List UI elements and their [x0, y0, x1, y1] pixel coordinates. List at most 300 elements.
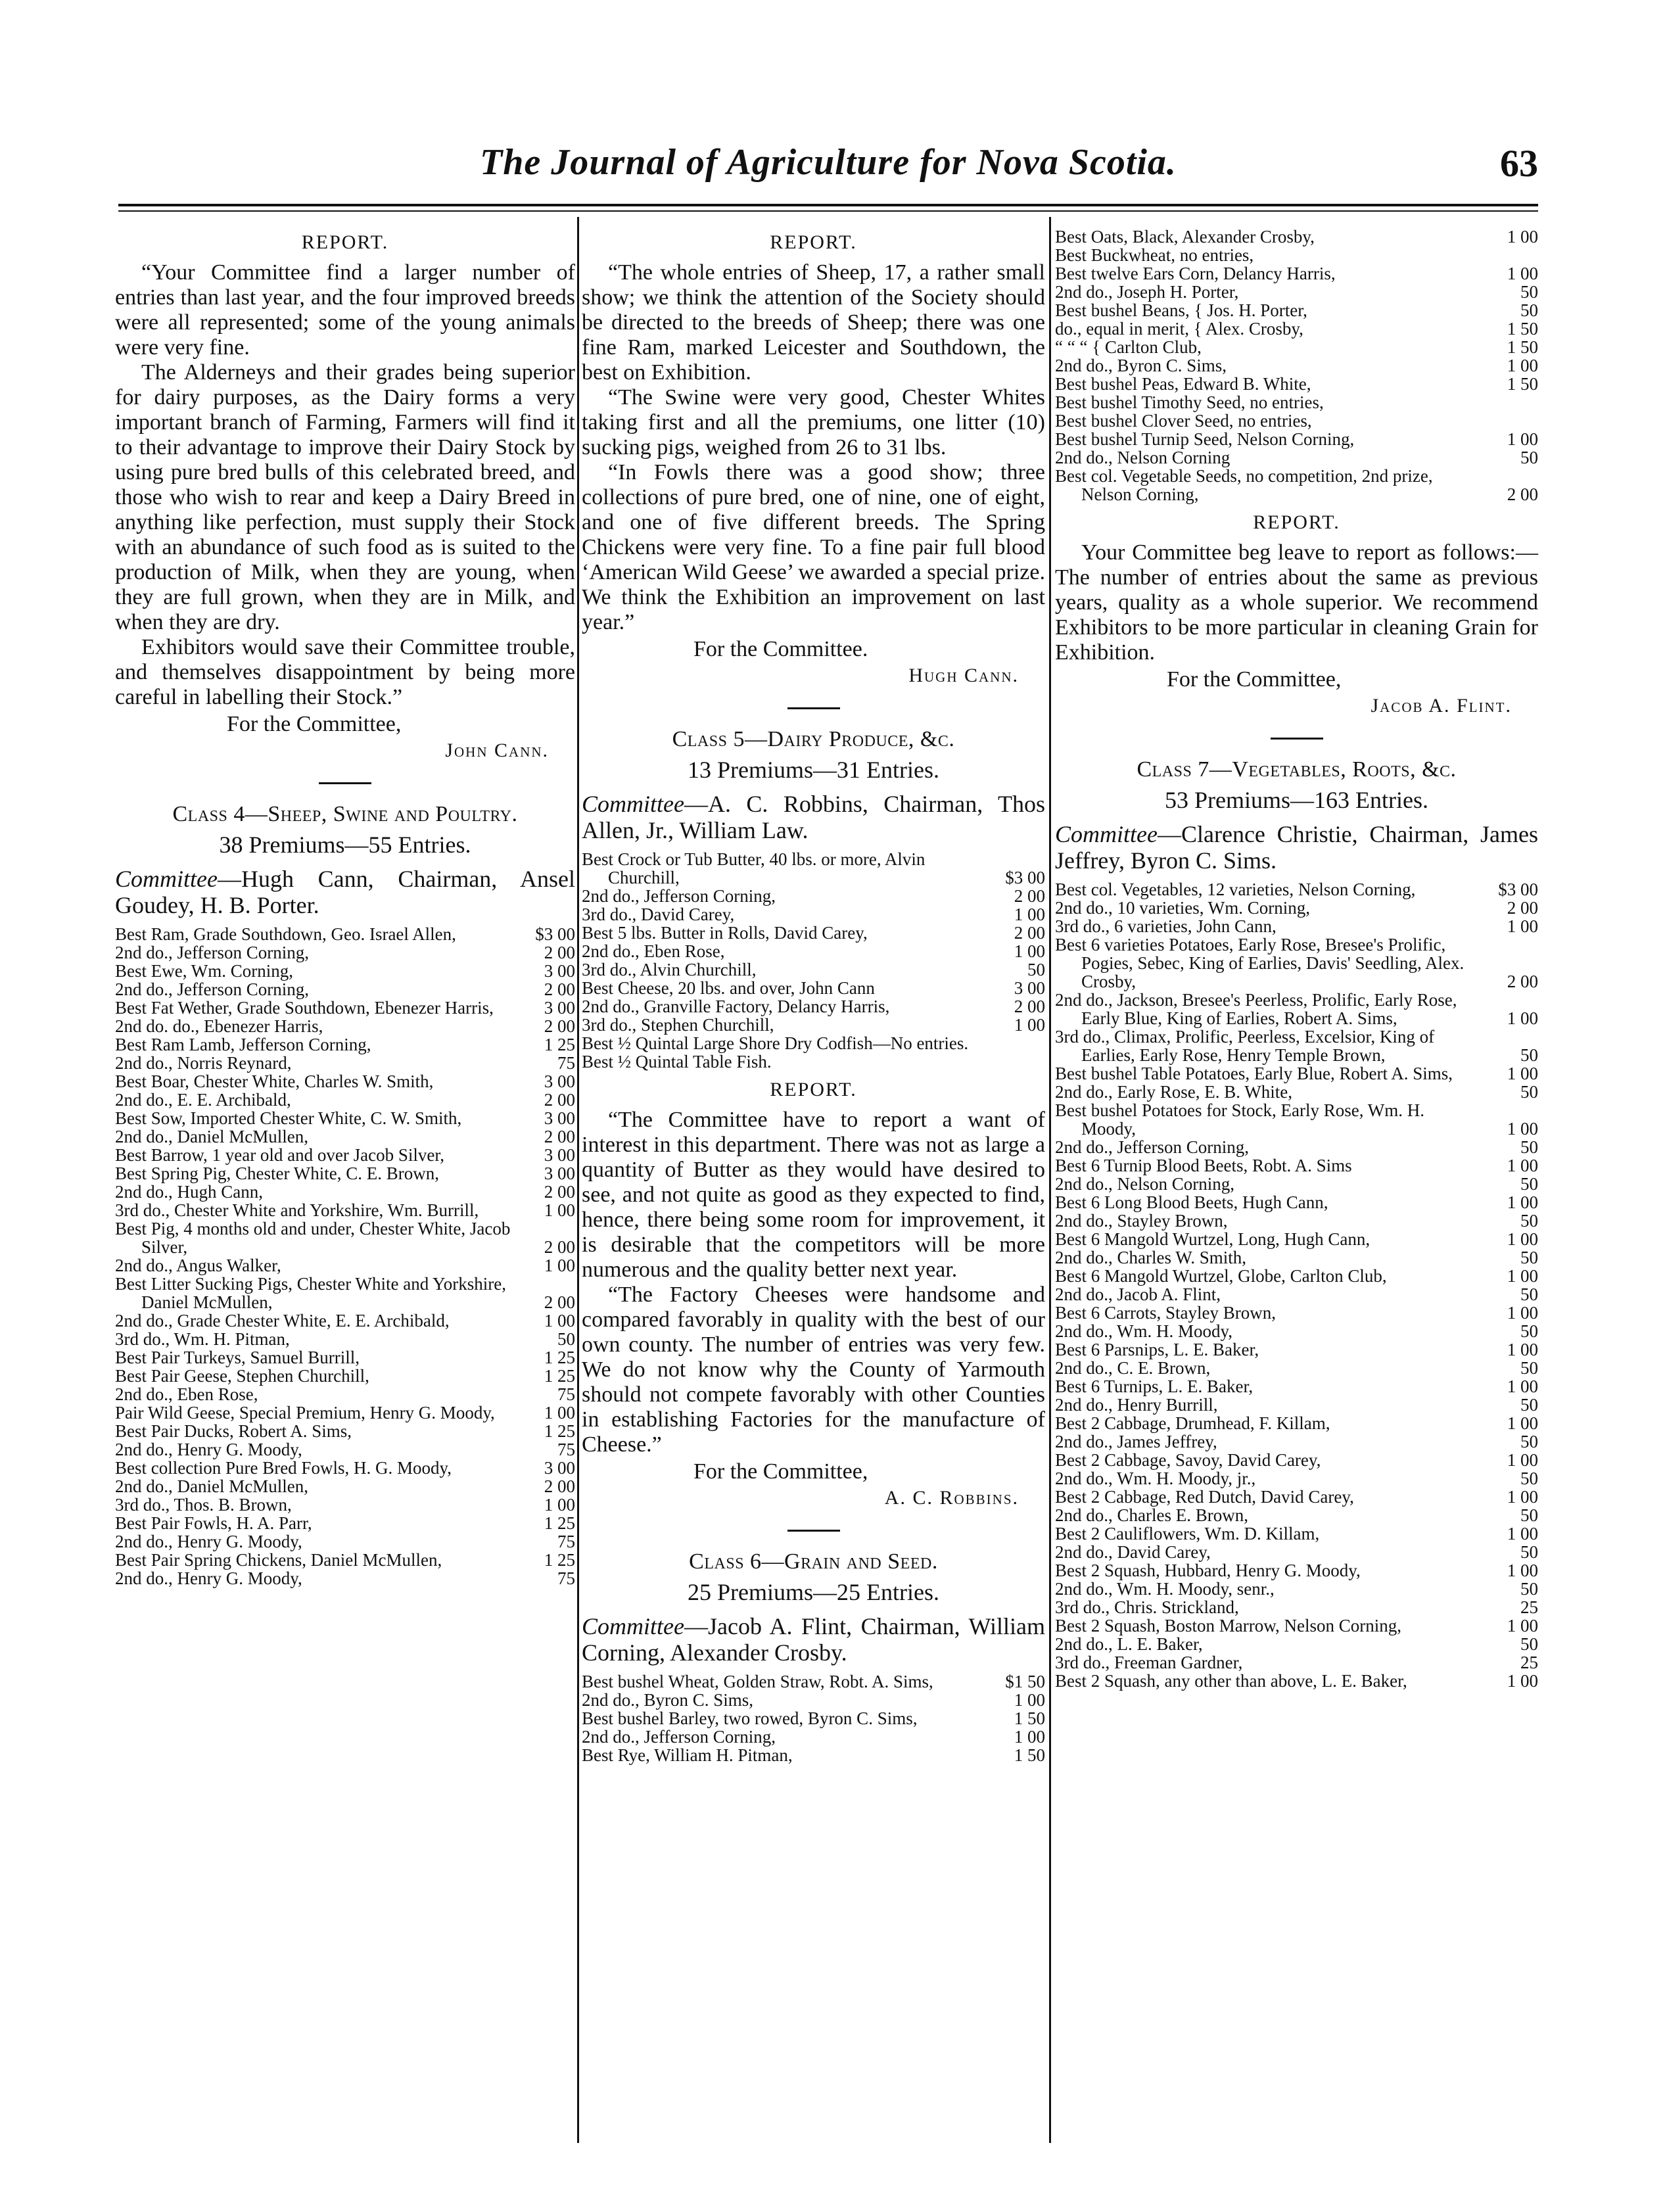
entry-amount: 1 25: [544, 1421, 575, 1441]
entry-amount: 25: [1520, 1653, 1538, 1672]
entry-amount: 1 00: [1507, 227, 1538, 247]
entry-text: 3rd do., Chester White and Yorkshire, Wm. Burrill,: [115, 1200, 479, 1220]
journal-title: The Journal of Agriculture for Nova Scotia.: [480, 142, 1177, 183]
entry-text: 2nd do., Nelson Corning: [1055, 448, 1231, 467]
entry-text: Best bushel Timothy Seed, no entries,: [1055, 392, 1324, 412]
prize-entry: [1055, 1230, 1538, 1248]
entry-amount: 75: [557, 1384, 575, 1404]
entry-amount: 1 25: [544, 1513, 575, 1533]
report-title: REPORT.: [301, 231, 389, 253]
prize-entry: [1055, 319, 1538, 338]
entry-amount: 50: [1520, 1432, 1538, 1451]
entry-text: Best Ram Lamb, Jefferson Corning,: [115, 1035, 371, 1054]
entry-text: 2nd do., Eben Rose,: [582, 941, 725, 961]
prize-entry: [1055, 1193, 1538, 1212]
entry-amount: 1 00: [1014, 941, 1045, 961]
entry-text: Best bushel Table Potatoes, Early Blue, Robert A. Sims,: [1055, 1064, 1453, 1083]
entry-text: 2nd do., Wm. H. Moody, senr.,: [1055, 1579, 1275, 1599]
entry-amount: 50: [1520, 1358, 1538, 1378]
entry-amount: 50: [1520, 282, 1538, 302]
prize-entry: [1055, 1359, 1538, 1377]
committee-members: —Clarence Christie, Chairman, James Jeffrey, Byron C. Sims.: [1055, 821, 1538, 874]
entry-text: 2nd do., Grade Chester White, E. E. Archibald,: [115, 1311, 450, 1330]
entry-amount: 1 00: [1014, 1015, 1045, 1035]
entry-text: 3rd do., Thos. B. Brown,: [115, 1495, 292, 1515]
prize-entry: [582, 1016, 1045, 1034]
class-heading: Class 5—Dairy Produce, &c.: [672, 727, 955, 751]
prize-entry: [115, 1495, 575, 1514]
entry-amount: 3 00: [544, 961, 575, 981]
entry-text: Best Litter Sucking Pigs, Chester White and Yorkshire, Daniel McMullen,: [115, 1274, 506, 1312]
entry-amount: 1 00: [1507, 429, 1538, 449]
premiums-line: 53 Premiums—163 Entries.: [1165, 787, 1428, 813]
signature-name: John Cann.: [445, 740, 549, 761]
prize-entry: [1055, 1451, 1538, 1469]
entry-amount: 50: [557, 1329, 575, 1349]
prize-entry: [1055, 246, 1538, 264]
entry-text: Pair Wild Geese, Special Premium, Henry G. Moody,: [115, 1403, 495, 1423]
prize-entry: [582, 924, 1045, 942]
column-divider: [1049, 217, 1051, 2143]
prize-entry: [582, 979, 1045, 997]
column-3: [1055, 224, 1538, 1690]
entry-text: Best 6 Mangold Wurtzel, Globe, Carlton Club,: [1055, 1266, 1387, 1286]
prize-entry: [1055, 1156, 1538, 1175]
prize-entry: [1055, 467, 1538, 504]
header-rule: [118, 204, 1538, 212]
entry-amount: 1 00: [1014, 1690, 1045, 1710]
prize-entry: [1055, 1396, 1538, 1414]
prize-entry: [115, 1035, 575, 1054]
entry-text: Best 6 varieties Potatoes, Early Rose, Bresee's Prolific, Pogies, Sebec, King of Earlies, Davis' Seedling, Alex. Crosby,: [1055, 935, 1465, 991]
entry-text: Best Pair Geese, Stephen Churchill,: [115, 1366, 369, 1386]
entry-list: [582, 850, 1045, 1071]
entry-text: 2nd do., Jefferson Corning,: [582, 886, 776, 906]
entry-text: 2nd do., C. E. Brown,: [1055, 1358, 1211, 1378]
prize-entry: [115, 962, 575, 980]
prize-entry: [582, 997, 1045, 1016]
entry-amount: 75: [557, 1440, 575, 1459]
entry-text: Best ½ Quintal Large Shore Dry Codfish—No entries.: [582, 1033, 969, 1053]
prize-entry: [115, 1551, 575, 1569]
entry-amount: 1 00: [1507, 1340, 1538, 1359]
committee-line: [1055, 821, 1538, 874]
entry-text: 2nd do., Wm. H. Moody, jr.,: [1055, 1469, 1256, 1488]
entry-text: 2nd do., Hugh Cann,: [115, 1182, 263, 1202]
entry-amount: 1 00: [1507, 1413, 1538, 1433]
prize-entry: [1055, 1083, 1538, 1101]
prize-entry: [115, 1385, 575, 1403]
prize-entry: [115, 1109, 575, 1127]
prize-entry: [115, 1091, 575, 1109]
entry-amount: 1 00: [544, 1311, 575, 1330]
entry-text: 2nd do., Jefferson Corning,: [1055, 1137, 1249, 1157]
entry-text: Best bushel Barley, two rowed, Byron C. Sims,: [582, 1708, 918, 1728]
report-title: REPORT.: [770, 1079, 857, 1100]
entry-text: Best Spring Pig, Chester White, C. E. Brown,: [115, 1164, 439, 1183]
entry-amount: 1 25: [544, 1366, 575, 1386]
entry-text: Best bushel Peas, Edward B. White,: [1055, 374, 1311, 394]
prize-entry: [1055, 264, 1538, 283]
signature-for: For the Committee.: [693, 637, 868, 661]
entry-amount: $3 00: [535, 924, 575, 944]
class-heading: Class 6—Grain and Seed.: [689, 1549, 938, 1574]
prize-entry: [115, 980, 575, 999]
entry-text: 2nd do., Henry G. Moody,: [115, 1532, 302, 1551]
class-heading: Class 7—Vegetables, Roots, &c.: [1137, 757, 1457, 782]
entry-amount: $3 00: [1005, 868, 1045, 887]
prize-entry: [115, 1183, 575, 1201]
separator: [319, 782, 371, 784]
prize-entry: [582, 960, 1045, 979]
entry-text: Best 2 Cabbage, Drumhead, F. Killam,: [1055, 1413, 1330, 1433]
prize-entry: [1055, 1635, 1538, 1653]
entry-text: Best Barrow, 1 year old and over Jacob Silver,: [115, 1145, 445, 1165]
entry-amount: 1 00: [1507, 1008, 1538, 1028]
entry-amount: 2 00: [1507, 898, 1538, 918]
entry-text: 3rd do., Alvin Churchill,: [582, 960, 757, 979]
entry-amount: 1 00: [544, 1200, 575, 1220]
report-paragraph: “The whole entries of Sheep, 17, a rather small show; we think the attention of the Society should be directed to the breeds of Sheep; there was one fine Ram, marked Leicester and Southdown, the best on Exhibition.: [582, 260, 1045, 385]
entry-text: 2nd do., Henry G. Moody,: [115, 1440, 302, 1459]
entry-amount: 1 00: [1507, 264, 1538, 283]
entry-text: 2nd do., Jefferson Corning,: [582, 1727, 776, 1747]
entry-amount: 25: [1520, 1597, 1538, 1617]
prize-entry: [115, 1072, 575, 1091]
prize-entry: [115, 1422, 575, 1440]
report-paragraph: “The Factory Cheeses were handsome and compared favorably in quality with the best of our own county. The number of entries was very few. We do not know why the County of Yarmouth should not compete favorably with other Counties in establishing Factories for the manufacture of Cheese.”: [582, 1282, 1045, 1457]
entry-text: 2nd do., Joseph H. Porter,: [1055, 282, 1239, 302]
prize-entry: [1055, 356, 1538, 375]
prize-entry: [1055, 1653, 1538, 1672]
committee-members: —Hugh Cann, Chairman, Ansel Goudey, H. B. Porter.: [115, 866, 575, 918]
prize-entry: [1055, 1267, 1538, 1285]
entry-amount: 50: [1520, 1284, 1538, 1304]
prize-entry: [1055, 301, 1538, 319]
prize-entry: [1055, 1212, 1538, 1230]
entry-text: Best Crock or Tub Butter, 40 lbs. or more, Alvin Churchill,: [582, 849, 926, 887]
entry-amount: 50: [1520, 1579, 1538, 1599]
entry-text: Best 6 Turnips, L. E. Baker,: [1055, 1377, 1254, 1396]
entry-amount: 2 00: [1014, 923, 1045, 943]
entry-amount: 2 00: [1507, 972, 1538, 991]
entry-text: Best 2 Cabbage, Red Dutch, David Carey,: [1055, 1487, 1354, 1507]
prize-entry: [1055, 430, 1538, 448]
entry-text: 3rd do., Chris. Strickland,: [1055, 1597, 1239, 1617]
report-paragraph: “The Swine were very good, Chester Whites taking first and all the premiums, one litter (10) sucking pigs, weighed from 26 to 31 lbs.: [582, 385, 1045, 459]
prize-entry: [1055, 1377, 1538, 1396]
entry-text: 2nd do., Angus Walker,: [115, 1256, 281, 1275]
entry-amount: 50: [1520, 1248, 1538, 1267]
committee-label: Committee: [582, 1613, 684, 1639]
entry-text: Best Oats, Black, Alexander Crosby,: [1055, 227, 1315, 247]
entry-amount: $3 00: [1498, 880, 1538, 899]
entry-text: 2nd do., E. E. Archibald,: [115, 1090, 291, 1110]
entry-text: Best Cheese, 20 lbs. and over, John Cann: [582, 978, 875, 998]
prize-entry: [1055, 1414, 1538, 1432]
prize-entry: [582, 1709, 1045, 1728]
entry-text: 2nd do., Byron C. Sims,: [582, 1690, 754, 1710]
prize-entry: [582, 1052, 1045, 1071]
entry-amount: 1 50: [1507, 337, 1538, 357]
entry-amount: 1 00: [1507, 1561, 1538, 1580]
prize-entry: [115, 1403, 575, 1422]
entry-text: Best col. Vegetable Seeds, no competition, 2nd prize, Nelson Corning,: [1055, 466, 1433, 504]
entry-text: 3rd do., 6 varieties, John Cann,: [1055, 916, 1277, 936]
prize-entry: [1055, 448, 1538, 467]
entry-text: 2nd do., Eben Rose,: [115, 1384, 258, 1404]
entry-amount: 2 00: [544, 1292, 575, 1312]
entry-text: Best Pair Spring Chickens, Daniel McMullen,: [115, 1550, 442, 1570]
report-paragraph: “In Fowls there was a good show; three collections of pure bred, one of nine, one of eight, and one of five different breeds. The Spring Chickens were very fine. To a fine pair full blood ‘American Wild Geese’ we awarded a special prize. We think the Exhibition an improvement on last year.”: [582, 460, 1045, 634]
entry-text: 3rd do., Wm. H. Pitman,: [115, 1329, 290, 1349]
entry-text: 3rd do., David Carey,: [582, 905, 735, 924]
entry-amount: 3 00: [544, 1458, 575, 1478]
entry-text: 2nd do., Daniel McMullen,: [115, 1127, 308, 1146]
premiums-line: 13 Premiums—31 Entries.: [688, 757, 939, 783]
prize-entry: [115, 1146, 575, 1164]
prize-entry: [115, 1367, 575, 1385]
committee-line: [115, 866, 575, 918]
prize-entry: [115, 1219, 575, 1256]
separator: [787, 1530, 840, 1532]
entry-text: Best 2 Squash, any other than above, L. E. Baker,: [1055, 1671, 1407, 1691]
entry-text: do., equal in merit, { Alex. Crosby,: [1055, 319, 1303, 339]
prize-entry: [1055, 899, 1538, 917]
entry-amount: 1 00: [544, 1403, 575, 1423]
prize-entry: [115, 1348, 575, 1367]
prize-entry: [1055, 412, 1538, 430]
entry-amount: 1 00: [544, 1256, 575, 1275]
prize-entry: [115, 1514, 575, 1532]
entry-amount: 2 00: [544, 1016, 575, 1036]
prize-entry: [1055, 1561, 1538, 1580]
entry-amount: 2 00: [544, 943, 575, 962]
entry-text: 3rd do., Climax, Prolific, Peerless, Excelsior, King of Earlies, Early Rose, Henry Temple Brown,: [1055, 1027, 1435, 1065]
entry-text: 2nd do., L. E. Baker,: [1055, 1634, 1203, 1654]
prize-entry: [1055, 338, 1538, 356]
prize-entry: [115, 1459, 575, 1477]
entry-text: 3rd do., Freeman Gardner,: [1055, 1653, 1243, 1672]
signature-for: For the Committee,: [227, 712, 402, 736]
entry-amount: 1 00: [1507, 1064, 1538, 1083]
entry-text: 2nd do., Granville Factory, Delancy Harris,: [582, 997, 890, 1016]
entry-text: Best Pair Turkeys, Samuel Burrill,: [115, 1348, 360, 1367]
report-paragraph: Your Committee beg leave to report as follows:—The number of entries about the same as previous years, quality as a whole superior. We recommend Exhibitors to be more particular in cleaning Grain for Exhibition.: [1055, 540, 1538, 665]
entry-text: Best 2 Cauliflowers, Wm. D. Killam,: [1055, 1524, 1320, 1543]
entry-text: Best collection Pure Bred Fowls, H. G. Moody,: [115, 1458, 452, 1478]
entry-text: Best Fat Wether, Grade Southdown, Ebenezer Harris,: [115, 998, 494, 1018]
entry-list: [115, 925, 575, 1588]
prize-entry: [115, 943, 575, 962]
entry-text: 2nd do., Jacob A. Flint,: [1055, 1284, 1221, 1304]
entry-amount: 50: [1027, 960, 1045, 979]
prize-entry: [582, 905, 1045, 924]
entry-amount: 50: [1520, 1395, 1538, 1415]
entry-amount: 1 00: [1507, 916, 1538, 936]
page-number: 63: [1500, 142, 1538, 185]
entry-text: Best bushel Potatoes for Stock, Early Rose, Wm. H. Moody,: [1055, 1100, 1424, 1139]
entry-amount: 50: [1520, 300, 1538, 320]
prize-entry: [582, 942, 1045, 960]
entry-text: 2nd do., Early Rose, E. B. White,: [1055, 1082, 1292, 1102]
committee-label: Committee: [582, 791, 684, 817]
entry-text: 3rd do., Stephen Churchill,: [582, 1015, 774, 1035]
entry-amount: 2 00: [544, 1127, 575, 1146]
entry-amount: 1 00: [1507, 1266, 1538, 1286]
entry-text: 2nd do., 10 varieties, Wm. Corning,: [1055, 898, 1310, 918]
prize-entry: [1055, 1524, 1538, 1543]
report-paragraph: Exhibitors would save their Committee trouble, and themselves disappointment by being more careful in labelling their Stock.”: [115, 635, 575, 709]
entry-text: 2nd do., Nelson Corning,: [1055, 1174, 1234, 1194]
entry-amount: 2 00: [544, 1182, 575, 1202]
entry-amount: 3 00: [544, 1145, 575, 1165]
entry-text: 2nd do., Jefferson Corning,: [115, 943, 309, 962]
entry-text: Best Ram, Grade Southdown, Geo. Israel Allen,: [115, 924, 456, 944]
page-header: [118, 141, 1538, 200]
entry-amount: 50: [1520, 1082, 1538, 1102]
prize-entry: [1055, 1616, 1538, 1635]
entry-amount: 1 00: [1507, 1377, 1538, 1396]
prize-entry: [1055, 880, 1538, 899]
entry-text: 2nd do., David Carey,: [1055, 1542, 1211, 1562]
entry-amount: 1 00: [1507, 1671, 1538, 1691]
separator: [787, 707, 840, 709]
entry-text: Best bushel Wheat, Golden Straw, Robt. A. Sims,: [582, 1672, 933, 1691]
entry-text: 2nd do., Wm. H. Moody,: [1055, 1321, 1232, 1341]
premiums-line: 38 Premiums—55 Entries.: [219, 832, 471, 858]
entry-text: Best Sow, Imported Chester White, C. W. Smith,: [115, 1108, 462, 1128]
entry-text: 2nd do., Jackson, Bresee's Peerless, Prolific, Early Rose, Early Blue, King of Earlies, Robert A. Sims,: [1055, 990, 1457, 1028]
entry-text: Best 2 Cabbage, Savoy, David Carey,: [1055, 1450, 1321, 1470]
entry-amount: 1 25: [544, 1348, 575, 1367]
entry-text: Best 6 Turnip Blood Beets, Robt. A. Sims: [1055, 1156, 1352, 1175]
entry-text: Best 6 Long Blood Beets, Hugh Cann,: [1055, 1192, 1328, 1212]
prize-entry: [115, 999, 575, 1017]
entry-amount: 50: [1520, 448, 1538, 467]
entry-amount: 50: [1520, 1634, 1538, 1654]
committee-line: [582, 1613, 1045, 1666]
prize-entry: [1055, 1580, 1538, 1598]
entry-text: Best col. Vegetables, 12 varieties, Nelson Corning,: [1055, 880, 1416, 899]
prize-entry: [582, 1672, 1045, 1691]
signature-name: A. C. Robbins.: [884, 1487, 1019, 1509]
entry-amount: 50: [1520, 1505, 1538, 1525]
prize-entry: [115, 1256, 575, 1275]
entry-amount: 75: [557, 1053, 575, 1073]
separator: [1271, 738, 1323, 740]
entry-text: 2nd do., Jefferson Corning,: [115, 979, 309, 999]
entry-amount: 1 25: [544, 1550, 575, 1570]
entry-amount: 50: [1520, 1211, 1538, 1231]
committee-label: Committee: [1055, 821, 1158, 847]
prize-entry: [115, 1127, 575, 1146]
entry-text: Best Buckwheat, no entries,: [1055, 245, 1254, 265]
committee-members: —A. C. Robbins, Chairman, Thos Allen, Jr., William Law.: [582, 791, 1045, 843]
entry-text: Best Rye, William H. Pitman,: [582, 1745, 793, 1765]
report-title: REPORT.: [1253, 511, 1340, 533]
column-divider: [577, 217, 579, 2143]
signature-for: For the Committee,: [1167, 667, 1342, 692]
entry-text: 2nd do., Charles E. Brown,: [1055, 1505, 1248, 1525]
entry-amount: 1 00: [1507, 1524, 1538, 1543]
prize-entry: [1055, 1340, 1538, 1359]
entry-amount: 1 50: [1507, 319, 1538, 339]
prize-entry: [1055, 1543, 1538, 1561]
prize-entry: [1055, 393, 1538, 412]
entry-amount: 2 00: [1014, 997, 1045, 1016]
entry-amount: 1 00: [1014, 905, 1045, 924]
entry-text: 2nd do., James Jeffrey,: [1055, 1432, 1217, 1451]
prize-entry: [1055, 1285, 1538, 1304]
entry-amount: 1 00: [1507, 1303, 1538, 1323]
entry-amount: 1 00: [1507, 1192, 1538, 1212]
prize-entry: [115, 1311, 575, 1330]
prize-entry: [115, 1569, 575, 1588]
prize-entry: [1055, 1432, 1538, 1451]
entry-amount: 1 25: [544, 1035, 575, 1054]
entry-amount: 1 00: [1507, 1229, 1538, 1249]
entry-text: Best Ewe, Wm. Corning,: [115, 961, 293, 981]
prize-entry: [1055, 1469, 1538, 1488]
entry-amount: 3 00: [544, 1108, 575, 1128]
report-title: REPORT.: [770, 231, 857, 253]
entry-amount: 2 00: [544, 979, 575, 999]
prize-entry: [1055, 935, 1538, 991]
entry-text: 2nd do., Henry G. Moody,: [115, 1568, 302, 1588]
prize-entry: [115, 1330, 575, 1348]
entry-amount: 50: [1520, 1045, 1538, 1065]
prize-entry: [1055, 1175, 1538, 1193]
entry-text: Best 2 Squash, Hubbard, Henry G. Moody,: [1055, 1561, 1361, 1580]
prize-entry: [582, 887, 1045, 905]
prize-entry: [1055, 991, 1538, 1027]
prize-entry: [115, 1275, 575, 1311]
committee-line: [582, 791, 1045, 843]
entry-list: [1055, 880, 1538, 1690]
report-paragraph: “Your Committee find a larger number of entries than last year, and the four improved breeds were all represented; some of the young animals were very fine.: [115, 260, 575, 360]
entry-amount: 2 00: [1507, 484, 1538, 504]
entry-text: Best Pair Fowls, H. A. Parr,: [115, 1513, 312, 1533]
entry-text: 2nd do., Norris Reynard,: [115, 1053, 292, 1073]
entry-amount: 50: [1520, 1469, 1538, 1488]
entry-text: Best 6 Parsnips, L. E. Baker,: [1055, 1340, 1259, 1359]
entry-amount: 1 50: [1507, 374, 1538, 394]
entry-amount: 2 00: [544, 1090, 575, 1110]
entry-text: 2nd do., Henry Burrill,: [1055, 1395, 1218, 1415]
entry-text: Best Pair Ducks, Robert A. Sims,: [115, 1421, 352, 1441]
entry-amount: 50: [1520, 1137, 1538, 1157]
prize-entry: [115, 1532, 575, 1551]
entry-amount: 1 00: [1014, 1727, 1045, 1747]
entry-amount: 3 00: [544, 1071, 575, 1091]
prize-entry: [1055, 227, 1538, 246]
prize-entry: [115, 1201, 575, 1219]
prize-entry: [582, 1728, 1045, 1746]
entry-amount: 50: [1520, 1542, 1538, 1562]
prize-entry: [1055, 917, 1538, 935]
entry-text: “ “ “ { Carlton Club,: [1055, 337, 1202, 357]
prize-entry: [1055, 1672, 1538, 1690]
entry-text: Best twelve Ears Corn, Delancy Harris,: [1055, 264, 1336, 283]
entry-amount: 50: [1520, 1174, 1538, 1194]
entry-amount: 1 50: [1014, 1745, 1045, 1765]
entry-amount: 50: [1520, 1321, 1538, 1341]
entry-amount: $1 50: [1005, 1672, 1045, 1691]
entry-text: Best 2 Squash, Boston Marrow, Nelson Corning,: [1055, 1616, 1401, 1635]
entry-text: Best 6 Mangold Wurtzel, Long, Hugh Cann,: [1055, 1229, 1371, 1249]
entry-amount: 1 00: [1507, 1119, 1538, 1139]
